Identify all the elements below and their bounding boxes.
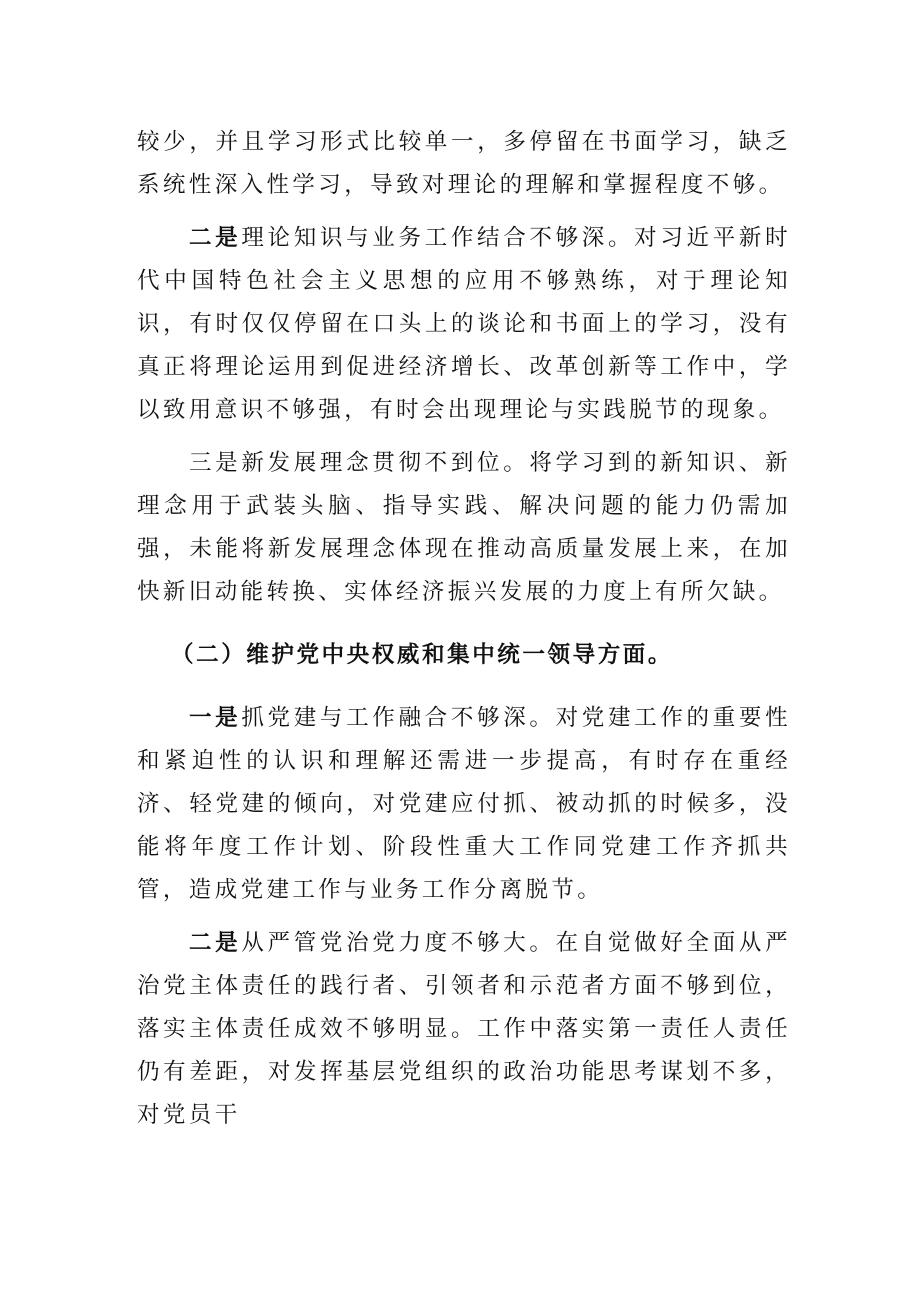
paragraph-continuation: 较少，并且学习形式比较单一，多停留在书面学习，缺乏系统性深入性学习，导致对理论的理解和掌握程度不够。 bbox=[137, 129, 791, 198]
paragraph-point-3: 三是新发展理念贯彻不到位。将学习到的新知识、新理念用于武装头脑、指导实践、解决问题的能力仍需加强，未能将新发展理念体现在推动高质量发展上来，在加快新旧动能转换、实体经济振兴发展的力度上有所欠缺。 bbox=[137, 450, 791, 605]
point-text: 理论知识与业务工作结合不够深。对习近平新时代中国特色社会主义思想的应用不够熟练，对于理论知识，有时仅仅停留在口头上的谈论和书面上的学习，没有真正将理论运用到促进经济增长、改革创新等工作中，学以致用意识不够强，有时会出现理论与实践脱节的现象。 bbox=[137, 225, 791, 423]
point-lead: 一是 bbox=[189, 705, 242, 731]
section-heading: （二）维护党中央权威和集中统一领导方面。 bbox=[171, 642, 674, 668]
paragraph-section2-point-1 bbox=[137, 697, 791, 912]
paragraph-point-2 bbox=[137, 217, 791, 432]
document-page bbox=[137, 121, 791, 1137]
point-lead: 二是 bbox=[189, 930, 242, 956]
point-text: 从严管党治党力度不够大。在自觉做好全面从严治党主体责任的践行者、引领者和示范者方面不够到位，落实主体责任成效不够明显。工作中落实第一责任人责任仍有差距，对发挥基层党组织的政治功能思考谋划不多，对党员干 bbox=[137, 930, 791, 1128]
point-lead: 二是 bbox=[189, 225, 242, 251]
paragraph-section2-point-2 bbox=[137, 922, 791, 1137]
point-text: 抓党建与工作融合不够深。对党建工作的重要性和紧迫性的认识和理解还需进一步提高，有时存在重经济、轻党建的倾向，对党建应付抓、被动抓的时候多，没能将年度工作计划、阶段性重大工作同党建工作齐抓共管，造成党建工作与业务工作分离脱节。 bbox=[137, 705, 791, 903]
